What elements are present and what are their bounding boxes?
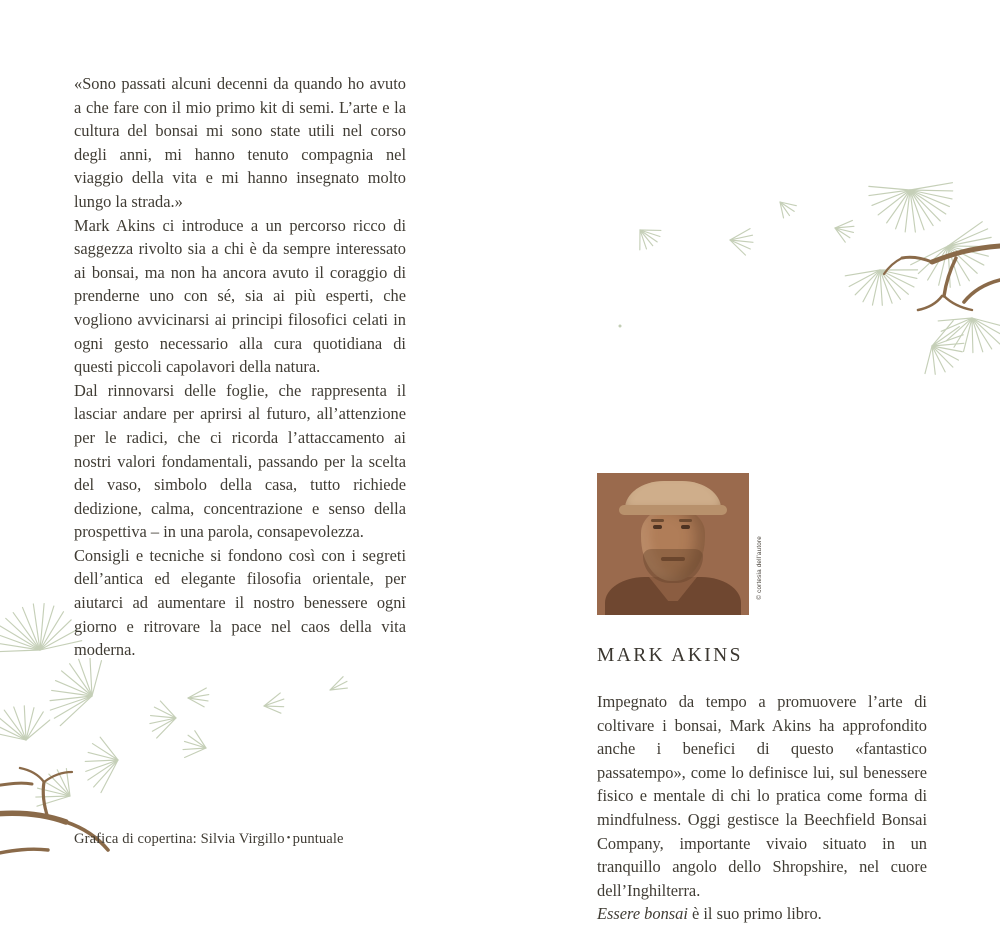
portrait-eye-right — [681, 525, 690, 529]
book-title-sentence-rest: è il suo primo libro. — [687, 904, 822, 924]
blurb-paragraph-themes: Dal rinnovarsi delle foglie, che rappresenta il lasciar andare per aprirsi al futuro, all’attenzione per le radici, che ci ricorda l’attaccamento ai nostri valori fondamentali, passando per la scelta del vaso, simbolo della casa, tutto richiede dedizione, calma, concentrazione e senso della prospettiva – in una parola, consapevolezza. — [74, 380, 406, 542]
author-portrait-photo — [597, 473, 749, 615]
cover-design-credit-prefix: Grafica di copertina: Silvia Virgillo — [74, 831, 285, 847]
cover-design-credit — [74, 831, 434, 848]
pine-foliage-decoration-top-right — [580, 150, 1000, 410]
cover-design-credit-suffix: puntuale — [292, 831, 344, 847]
portrait-eyebrow-right — [679, 519, 692, 522]
blurb-paragraph-intro: Mark Akins ci introduce a un percorso ricco di saggezza rivolto sia a chi è da sempre interessato ai bonsai, ma non ha ancora avuto il coraggio di prenderne uno con sé, sia ai più esperti, che vogliono avvicinarsi ai principi filosofici celati in ogni gesto necessario alla cura quotidiana di questi piccoli capolavori della natura. — [74, 215, 406, 377]
back-cover-blurb — [74, 72, 406, 662]
blurb-paragraph-quote: «Sono passati alcuni decenni da quando ho avuto a che fare con il mio primo kit di semi. L’arte e la cultura del bonsai mi sono state utili nel corso degli anni, mi hanno tenuto compagnia nel viaggio della vita e mi hanno insegnato molto lungo la strada.» — [74, 74, 406, 211]
portrait-eye-left — [653, 525, 662, 529]
book-title-italic: Essere bonsai — [597, 904, 688, 924]
portrait-eyebrow-left — [651, 519, 664, 522]
bullet-separator-icon: • — [286, 832, 291, 844]
portrait-mouth — [661, 557, 685, 561]
author-bio-paragraph: Impegnato da tempo a promuovere l’arte di coltivare i bonsai, Mark Akins ha approfondito anche i benefici di questo «fantastico passatempo», come lo definisce lui, sul benessere fisico e mentale di chi lo pratica come forma di mindfulness. Oggi gestisce la Beechfield Bonsai Company, importante vivaio situato in un tranquillo angolo dello Shropshire, nel cuore dell’Inghilterra. — [597, 692, 927, 900]
blurb-paragraph-closing: Consigli e tecniche si fondono così con i segreti dell’antica ed elegante filosofia orientale, per aiutarci ad aumentare il nostro benessere ogni giorno e ritrovare la pace nel caos della vita moderna. — [74, 545, 406, 660]
photo-credit-caption: © cortesia dell’autore — [756, 536, 763, 600]
author-first-book-note — [597, 902, 927, 926]
author-name: MARK AKINS — [597, 645, 743, 666]
author-biography — [597, 690, 927, 926]
